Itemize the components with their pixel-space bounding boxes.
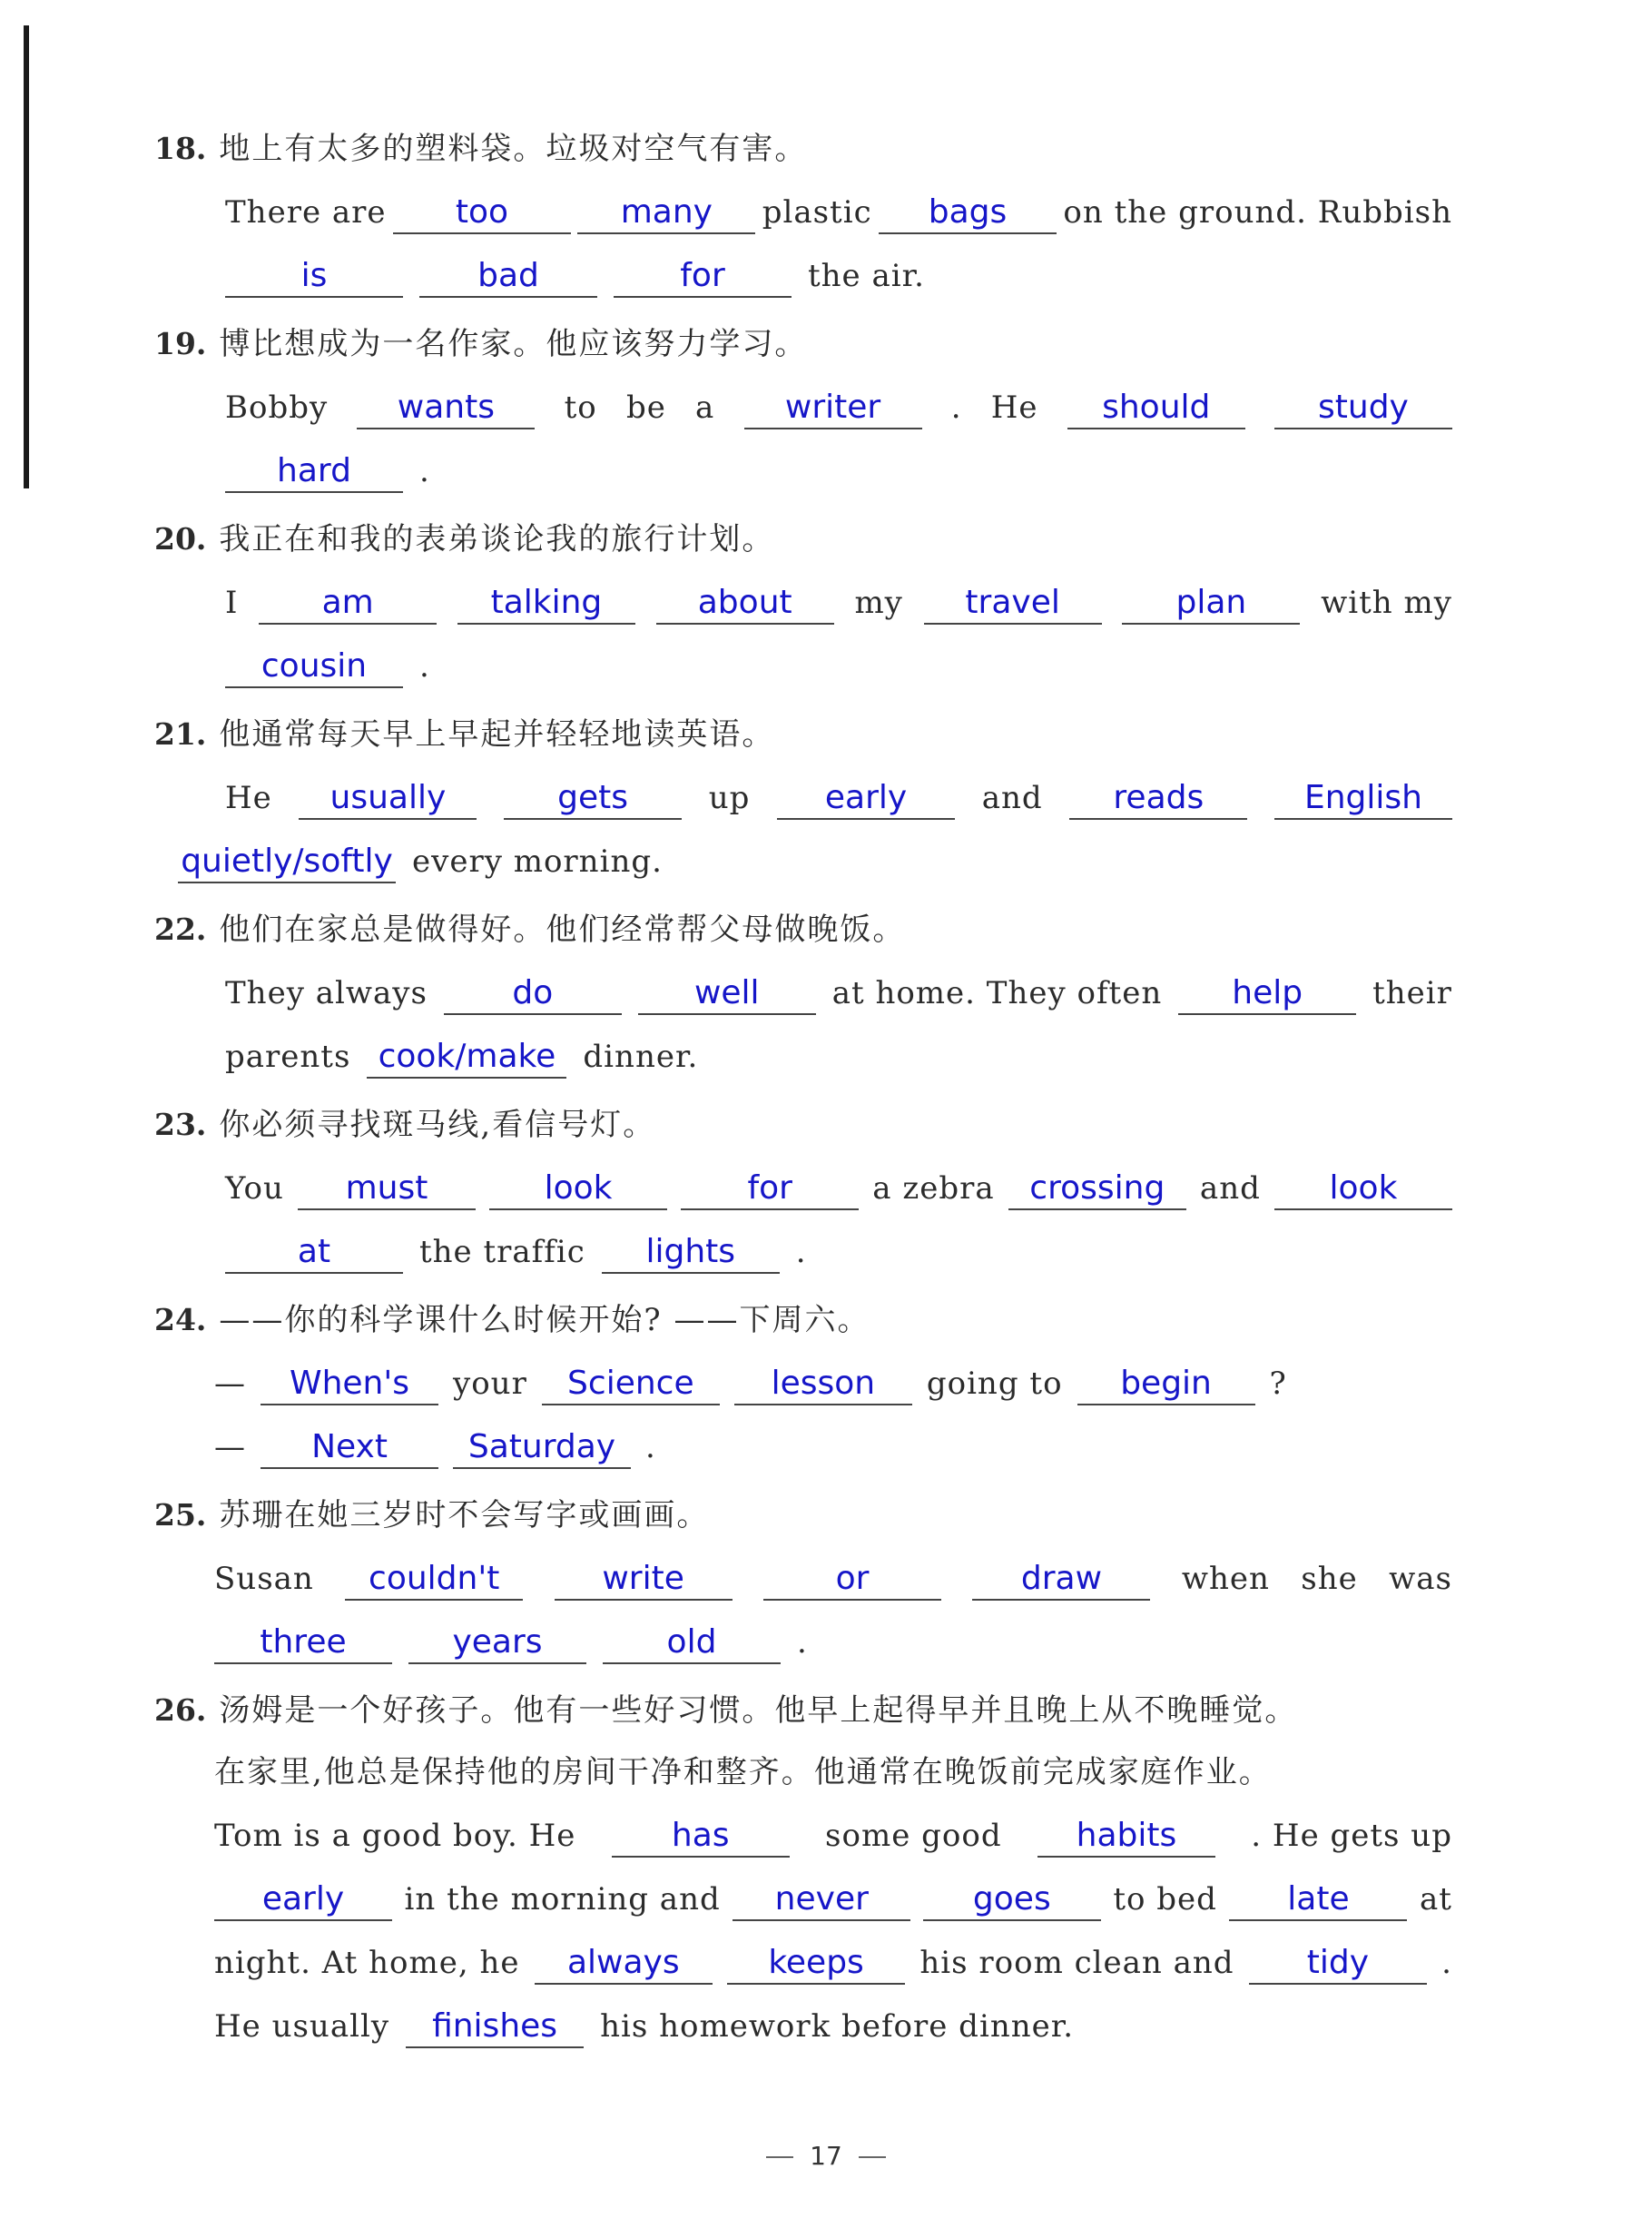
text: a zebra	[872, 1170, 995, 1207]
answer-blank[interactable]: goes	[923, 1881, 1101, 1921]
text: You	[225, 1170, 284, 1207]
question-number: 23.	[154, 1107, 207, 1142]
text: to	[564, 389, 597, 426]
text: There are	[225, 194, 387, 231]
question-number: 21.	[154, 716, 207, 752]
text: Tom is a good boy. He	[214, 1818, 576, 1854]
text: going to	[926, 1365, 1063, 1402]
answer-blank[interactable]: should	[1067, 389, 1245, 429]
text: and	[1199, 1170, 1261, 1207]
page-edge-line	[24, 25, 29, 488]
text: night. At home, he	[214, 1945, 520, 1981]
answer-blank[interactable]: wants	[357, 389, 535, 429]
answer-blank[interactable]: Science	[542, 1365, 720, 1405]
text: . He gets up	[1251, 1818, 1452, 1854]
text: I	[225, 585, 239, 621]
answer-blank[interactable]: look	[1274, 1170, 1452, 1210]
question-number: 25.	[154, 1497, 207, 1533]
answer-blank[interactable]: couldn't	[345, 1561, 523, 1601]
question-25	[154, 1494, 1452, 1664]
chinese-prompt: 地上有太多的塑料袋。垃圾对空气有害。	[219, 131, 808, 167]
footer-dash-left	[766, 2156, 793, 2158]
text: ?	[1269, 1365, 1287, 1402]
answer-blank[interactable]: Next	[261, 1429, 438, 1469]
footer-dash-right	[859, 2156, 886, 2158]
answer-blank[interactable]: bags	[879, 194, 1057, 234]
answer-blank[interactable]: about	[656, 585, 834, 625]
answer-blank[interactable]: lesson	[734, 1365, 912, 1405]
answer-blank[interactable]: early	[777, 780, 955, 820]
text: his homework before dinner.	[600, 2008, 1075, 2045]
text: to bed	[1113, 1881, 1217, 1918]
question-number: 22.	[154, 912, 207, 947]
text: He	[225, 780, 272, 816]
question-number: 18.	[154, 131, 207, 166]
answer-blank[interactable]: writer	[744, 389, 922, 429]
text: .	[795, 1234, 807, 1270]
text: .	[419, 453, 430, 489]
question-number: 19.	[154, 326, 207, 361]
answer-blank[interactable]: When's	[261, 1365, 438, 1405]
answer-blank[interactable]: English	[1274, 780, 1452, 820]
question-number: 26.	[154, 1692, 207, 1728]
text: .	[645, 1429, 656, 1465]
answer-blank[interactable]: at	[225, 1234, 403, 1274]
answer-blank[interactable]: talking	[457, 585, 635, 625]
answer-blank[interactable]: never	[733, 1881, 910, 1921]
text: .	[950, 389, 962, 426]
text: every morning.	[412, 843, 663, 880]
answer-blank[interactable]: quietly/softly	[178, 843, 396, 883]
answer-blank[interactable]: crossing	[1008, 1170, 1186, 1210]
text: parents	[225, 1039, 351, 1075]
answer-blank[interactable]: too	[393, 194, 571, 234]
answer-blank[interactable]: or	[763, 1561, 941, 1601]
answer-blank[interactable]: well	[638, 975, 816, 1015]
text: Bobby	[225, 389, 329, 426]
text: his room clean and	[919, 1945, 1234, 1981]
text: the traffic	[419, 1234, 585, 1270]
answer-blank[interactable]: plan	[1122, 585, 1300, 625]
text: .	[1441, 1945, 1452, 1981]
answer-blank[interactable]: is	[225, 258, 403, 298]
text: up	[708, 780, 751, 816]
question-24	[154, 1298, 1452, 1469]
question-number: 24.	[154, 1302, 207, 1337]
chinese-prompt: 汤姆是一个好孩子。他有一些好习惯。他早上起得早并且晚上从不晚睡觉。	[219, 1692, 1298, 1729]
question-23	[154, 1103, 1452, 1274]
answer-blank[interactable]: hard	[225, 453, 403, 493]
text: plastic	[762, 194, 872, 231]
answer-blank[interactable]: help	[1178, 975, 1356, 1015]
text: in the morning and	[404, 1881, 721, 1918]
text: at	[1420, 1881, 1452, 1918]
text: with my	[1321, 585, 1452, 621]
chinese-prompt: 在家里,他总是保持他的房间干净和整齐。他通常在晚饭前完成家庭作业。	[214, 1754, 1272, 1790]
answer-blank[interactable]: always	[535, 1945, 713, 1985]
answer-blank[interactable]: many	[577, 194, 755, 234]
text: the air.	[808, 258, 925, 294]
answer-blank[interactable]: study	[1274, 389, 1452, 429]
chinese-prompt: ——你的科学课什么时候开始? ——下周六。	[219, 1302, 870, 1338]
dash: —	[214, 1429, 246, 1465]
text: she	[1301, 1561, 1358, 1597]
answer-blank[interactable]: reads	[1069, 780, 1247, 820]
text: their	[1372, 975, 1452, 1011]
answer-blank[interactable]: travel	[924, 585, 1102, 625]
page-footer	[0, 2141, 1652, 2171]
question-19	[154, 322, 1452, 493]
text: He usually	[214, 2008, 390, 2045]
question-22	[154, 908, 1452, 1079]
text: at home. They often	[831, 975, 1163, 1011]
answer-blank[interactable]: cousin	[225, 648, 403, 688]
question-21	[154, 713, 1452, 883]
question-18	[154, 127, 1452, 298]
answer-blank[interactable]: late	[1229, 1881, 1407, 1921]
dash: —	[214, 1365, 246, 1402]
text: a	[695, 389, 715, 426]
text: when	[1181, 1561, 1270, 1597]
answer-blank[interactable]: look	[489, 1170, 667, 1210]
answer-blank[interactable]: draw	[972, 1561, 1150, 1601]
answer-blank[interactable]: keeps	[727, 1945, 905, 1985]
chinese-prompt: 你必须寻找斑马线,看信号灯。	[219, 1107, 656, 1143]
answer-blank[interactable]: Saturday	[453, 1429, 631, 1469]
text: on the ground. Rubbish	[1063, 194, 1452, 231]
answer-blank[interactable]: tidy	[1249, 1945, 1427, 1985]
answer-blank[interactable]: years	[408, 1624, 586, 1664]
answer-blank[interactable]: early	[214, 1881, 392, 1921]
text: He	[990, 389, 1038, 426]
answer-blank[interactable]: three	[214, 1624, 392, 1664]
answer-blank[interactable]: for	[681, 1170, 859, 1210]
text: your	[453, 1365, 527, 1402]
text: They always	[225, 975, 428, 1011]
answer-blank[interactable]: has	[612, 1818, 790, 1858]
question-20	[154, 518, 1452, 688]
text: dinner.	[583, 1039, 699, 1075]
answer-blank[interactable]: bad	[419, 258, 597, 298]
answer-blank[interactable]: am	[259, 585, 437, 625]
answer-blank[interactable]: usually	[299, 780, 477, 820]
chinese-prompt: 他们在家总是做得好。他们经常帮父母做晚饭。	[219, 912, 906, 948]
page-number: 17	[810, 2141, 842, 2171]
text: be	[625, 389, 666, 426]
answer-blank[interactable]: gets	[504, 780, 682, 820]
chinese-prompt: 苏珊在她三岁时不会写字或画画。	[219, 1497, 710, 1533]
text: .	[797, 1624, 808, 1661]
question-number: 20.	[154, 521, 207, 557]
answer-blank[interactable]: must	[298, 1170, 476, 1210]
answer-blank[interactable]: habits	[1037, 1818, 1215, 1858]
text: was	[1389, 1561, 1452, 1597]
text: some good	[825, 1818, 1002, 1854]
answer-blank[interactable]: cook/make	[367, 1039, 566, 1079]
answer-blank[interactable]: do	[444, 975, 622, 1015]
chinese-prompt: 他通常每天早上早起并轻轻地读英语。	[219, 716, 775, 753]
text: Susan	[214, 1561, 314, 1597]
answer-blank[interactable]: finishes	[406, 2008, 584, 2048]
chinese-prompt: 博比想成为一名作家。他应该努力学习。	[219, 326, 808, 362]
text: my	[854, 585, 903, 621]
answer-blank[interactable]: write	[555, 1561, 733, 1601]
chinese-prompt: 我正在和我的表弟谈论我的旅行计划。	[219, 521, 775, 557]
answer-blank[interactable]: begin	[1077, 1365, 1255, 1405]
answer-blank[interactable]: old	[603, 1624, 781, 1664]
text: .	[419, 648, 430, 685]
answer-blank[interactable]: lights	[602, 1234, 780, 1274]
text: and	[981, 780, 1043, 816]
answer-blank[interactable]: for	[614, 258, 792, 298]
question-26	[154, 1689, 1452, 2048]
